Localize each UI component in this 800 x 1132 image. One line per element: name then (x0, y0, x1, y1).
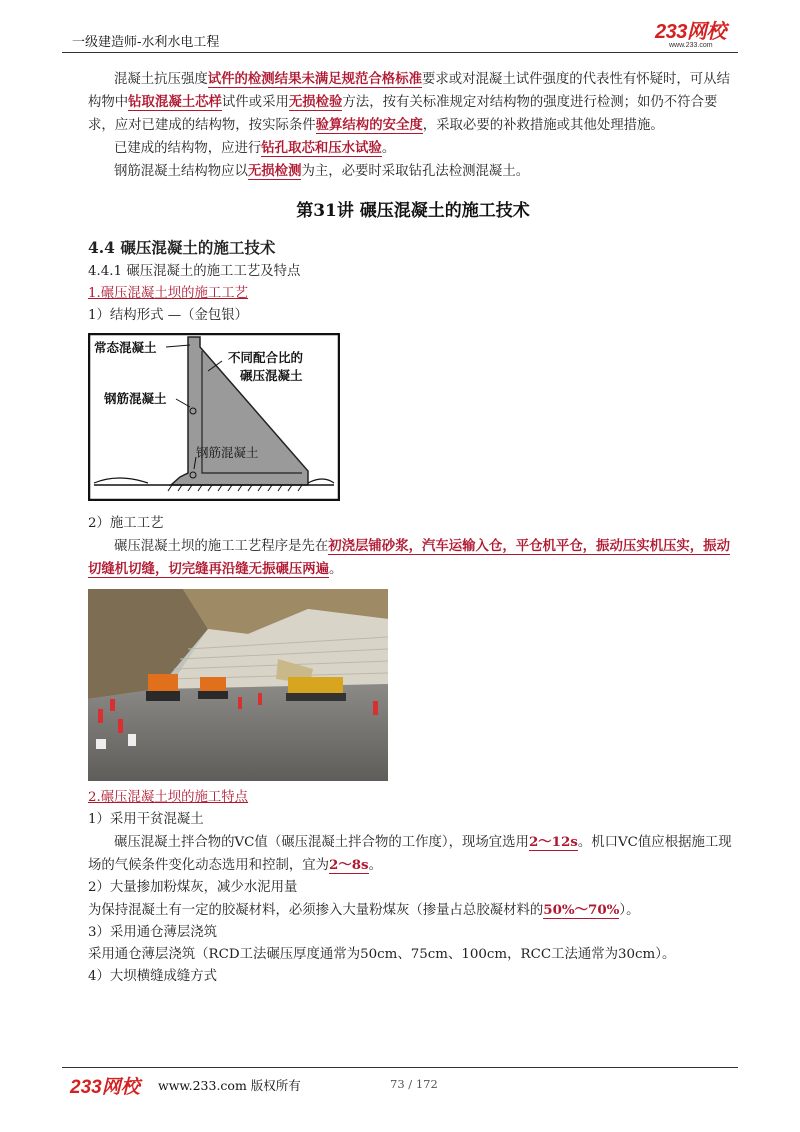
item-construction-process: 2）施工工艺 (88, 516, 164, 531)
feature-2-text (88, 899, 738, 922)
dam-structure-diagram (88, 333, 738, 505)
text: 为保持混凝土有一定的胶凝材料，必须掺入大量粉煤灰（掺量占总胶凝材料的 (88, 903, 544, 918)
label-mix-ratio: 不同配合比的 (228, 350, 304, 365)
document-header-title: 一级建造师-水利水电工程 (72, 35, 220, 50)
heading-construction-features: 2.碾压混凝土坝的施工特点 (88, 790, 249, 805)
feature-2-title: 2）大量掺加粉煤灰，减少水泥用量 (88, 880, 298, 895)
feature-1-title: 1）采用干贫混凝土 (88, 812, 204, 827)
brand-logo[interactable] (655, 22, 735, 50)
label-rebar-concrete-left: 钢筋混凝土 (104, 391, 167, 406)
text: 试件或采用 (221, 95, 289, 110)
text: 。 (381, 141, 396, 156)
key-point: 无损检测 (247, 163, 302, 179)
construction-site-photo (88, 589, 388, 781)
label-rcc: 碾压混凝土 (240, 368, 303, 383)
feature-3-title: 3）采用通仓薄层浇筑 (88, 925, 218, 940)
text: 要求或对混凝土试件强度的代表性有怀疑时，可从结构物中 (88, 72, 730, 110)
text: 碾压混凝土拌合物的VC值（碾压混凝土拌合物的工作度），现场宜选用 (114, 835, 529, 850)
dam-cross-section-svg (88, 333, 340, 501)
text: 混凝土抗压强度 (114, 72, 208, 87)
header-divider (62, 52, 738, 53)
feature-3-text: 采用通仓薄层浇筑（RCD工法碾压厚度通常为50cm、75cm、100cm，RCC工法通常为30cm）。 (88, 947, 676, 962)
section-title: 4.4 碾压混凝土的施工技术 (88, 238, 276, 257)
key-point: 试件的检测结果未满足规范合格标准 (207, 71, 422, 87)
text: 。 (329, 562, 343, 577)
footer-divider (62, 1067, 738, 1068)
key-point: 钻孔取芯和压水试验 (261, 140, 382, 156)
heading-construction-process: 1.碾压混凝土坝的施工工艺 (88, 286, 249, 301)
text: 方法，按有关标准规定对结构物的强度进行检测；如仍不符合要求，应对已建成的结构物，按实际条件 (88, 95, 718, 133)
text: 。机口VC值应根据施工现场的气候条件变化动态选用和控制，宜为 (88, 835, 732, 873)
key-point: 初浇层铺砂浆，汽车运输入仓，平仓机平仓，振动压实机压实，振动切缝机切缝，切完缝再沿缝无振碾压两遍 (88, 538, 730, 577)
page-content (88, 68, 738, 988)
key-point: 50%～70% (543, 902, 620, 918)
logo-url: www.233.com (669, 42, 713, 49)
paragraph-process-sequence (88, 535, 738, 581)
text: 。 (368, 858, 382, 873)
logo-text: 233网校 (655, 21, 726, 43)
item-structure-form: 1）结构形式 —（金包银） (88, 308, 249, 323)
label-rebar-concrete-bottom: 钢筋混凝土 (196, 445, 259, 460)
paragraph-rebar-concrete (88, 160, 738, 183)
subsection-title: 4.4.1 碾压混凝土的施工工艺及特点 (88, 264, 301, 279)
page-number: 73 / 172 (390, 1077, 438, 1091)
lecture-title: 第31讲 碾压混凝土的施工技术 (296, 201, 530, 221)
text: 碾压混凝土坝的施工工艺程序是先在 (114, 539, 329, 554)
text: 为主，必要时采取钻孔法检测混凝土。 (301, 164, 530, 179)
text: 已建成的结构物，应进行 (114, 141, 262, 156)
label-normal-concrete: 常态混凝土 (94, 340, 157, 355)
feature-1-text (88, 831, 738, 877)
feature-4-title: 4）大坝横缝成缝方式 (88, 969, 218, 984)
footer-logo[interactable]: 233网校 (70, 1077, 140, 1098)
text: 钢筋混凝土结构物应以 (114, 164, 248, 179)
text: ）。 (619, 903, 640, 918)
key-point: 钻取混凝土芯样 (128, 94, 222, 110)
paragraph-built-structure (88, 137, 738, 160)
key-point: 2～8s (329, 857, 369, 873)
text: ，采取必要的补救措施或其他处理措施。 (422, 118, 664, 133)
key-point: 2～12s (528, 834, 578, 850)
paragraph-strength-test (88, 68, 738, 137)
key-point: 无损检验 (288, 94, 343, 110)
key-point: 验算结构的安全度 (315, 117, 423, 133)
footer-copyright[interactable]: www.233.com 版权所有 (158, 1078, 301, 1093)
